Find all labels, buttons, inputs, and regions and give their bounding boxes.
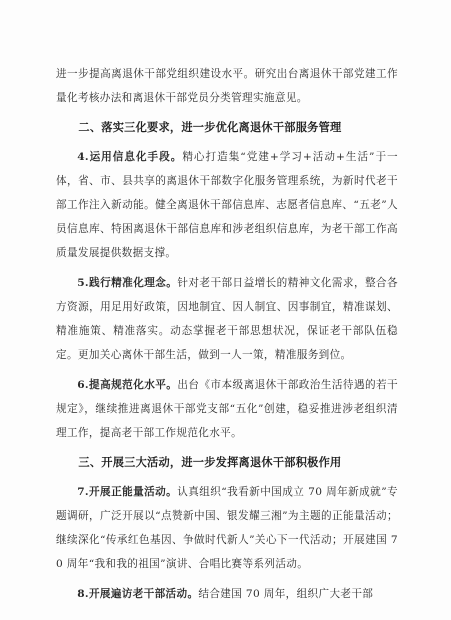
item-lead-5: 5.践行精准化理念。 bbox=[77, 277, 178, 289]
paragraph-item-4 bbox=[56, 145, 398, 265]
paragraph-item-6 bbox=[56, 373, 398, 445]
item-text-5: 针对老干部日益增长的精神文化需求，整合各方资源，用足用好政策，因地制宜、因人制宜、因事制宜，精准谋划、精准施策、精准落实。动态掌握老干部思想状况，保证老干部队伍稳定。更加关心离休干部生活，做到一人一策，精准服务到位。 bbox=[56, 277, 398, 361]
item-text-8: 结合建国 70 周年，组织广大老干部 bbox=[198, 588, 374, 600]
paragraph-item-7 bbox=[56, 480, 398, 576]
item-lead-7: 7.开展正能量活动。 bbox=[77, 486, 178, 498]
item-lead-4: 4.运用信息化手段。 bbox=[77, 151, 183, 163]
item-text-7: 认真组织“我看新中国成立 70 周年新成就”专题调研，广泛开展以“点赞新中国、银发耀三湘”为主题的正能量活动；继续深化“传承红色基因、争做时代新人”关心下一代活动；开展建国 70 周年“我和我的祖国”演讲、合唱比赛等系列活动。 bbox=[56, 486, 398, 570]
document-body bbox=[56, 62, 398, 612]
intro-paragraph: 进一步提高离退休干部党组织建设水平。研究出台离退休干部党建工作量化考核办法和离退休干部党员分类管理实施意见。 bbox=[56, 68, 398, 104]
section-heading-2: 二、落实三化要求，进一步优化离退休干部服务管理 bbox=[78, 121, 342, 134]
item-text-6: 出台《市本级离退休干部政治生活待遇的若干规定》，继续推进离退休干部党支部“五化”创建，稳妥推进涉老组织清理工作，提高老干部工作规范化水平。 bbox=[56, 379, 398, 439]
section-heading-3: 三、开展三大活动，进一步发挥离退休干部积极作用 bbox=[78, 456, 342, 469]
item-lead-8: 8.开展遍访老干部活动。 bbox=[77, 588, 199, 600]
paragraph-item-8 bbox=[56, 582, 398, 606]
item-text-4: 精心打造集“党建+学习+活动+生活”于一体，省、市、县共享的离退休干部数字化服务管理系统，为新时代老干部工作注入新动能。健全离退休干部信息库、志愿者信息库、“五老”人员信息库、特困离退休干部信息库和涉老组织信息库，为老干部工作高质量发展提供数据支撑。 bbox=[56, 151, 398, 259]
paragraph-item-5 bbox=[56, 271, 398, 367]
item-lead-6: 6.提高规范化水平。 bbox=[77, 379, 178, 391]
